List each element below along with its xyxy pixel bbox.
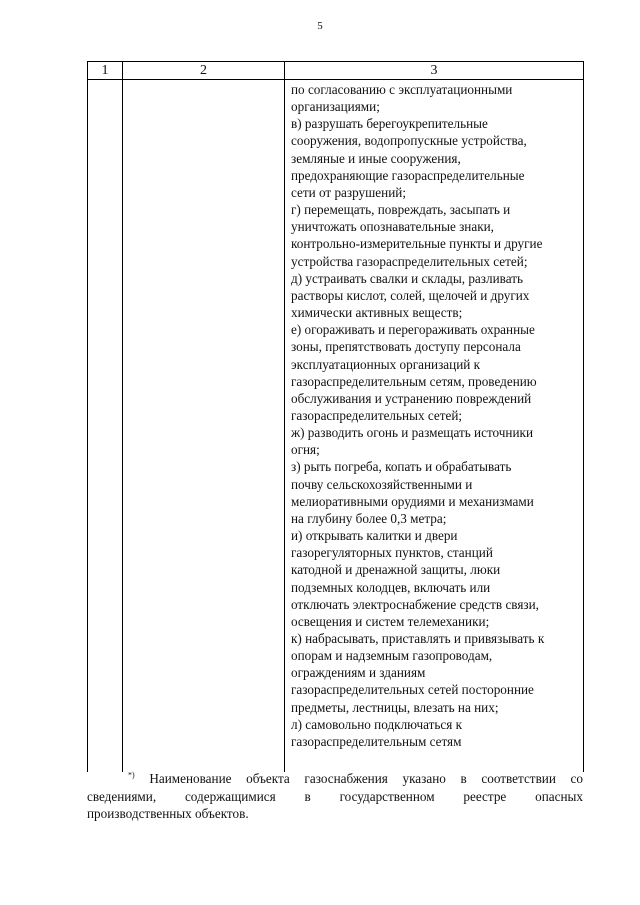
text-line: сооружения, водопропускные устройства,	[291, 133, 527, 149]
cell-column-2	[123, 80, 285, 773]
footnote	[87, 770, 583, 823]
text-line: огня;	[291, 442, 320, 458]
text-line: газораспределительным сетям, проведению	[291, 373, 537, 389]
text-line: организациями;	[291, 99, 380, 115]
cell-column-3	[285, 80, 584, 773]
footnote-marker: *)	[128, 770, 135, 780]
text-line: ж) разводить огонь и размещать источники	[291, 425, 534, 441]
text-line: газораспределительным сетям	[291, 733, 462, 749]
text-line: зоны, препятствовать доступу персонала	[291, 339, 521, 355]
footnote-line-3: производственных объектов.	[87, 806, 249, 821]
text-line: г) перемещать, повреждать, засыпать и	[291, 202, 511, 218]
text-line: обслуживания и устранению повреждений	[291, 390, 532, 406]
text-line: предметы, лестницы, влезать на них;	[291, 699, 499, 715]
column-header-3: 3	[285, 62, 584, 80]
text-line: ограждениям и зданиям	[291, 665, 426, 681]
text-line: сети от разрушений;	[291, 184, 406, 200]
text-line: газораспределительных сетей посторонние	[291, 682, 534, 698]
text-line: газорегуляторных пунктов, станций	[291, 545, 493, 561]
text-line: е) огораживать и перегораживать охранные	[291, 322, 535, 338]
footnote-line-1	[87, 770, 583, 788]
restrictions-text	[285, 80, 583, 750]
page-number: 5	[317, 20, 323, 32]
text-line: освещения и систем телемеханики;	[291, 613, 490, 629]
column-header-2: 2	[123, 62, 285, 80]
text-line: подземных колодцев, включать или	[291, 579, 491, 595]
text-line: в) разрушать берегоукрепительные	[291, 116, 488, 132]
footnote-text-1: Наименование объекта газоснабжения указано в соответствии со	[149, 771, 584, 786]
text-line: уничтожать опознавательные знаки,	[291, 219, 494, 235]
column-header-1: 1	[88, 62, 123, 80]
text-line: л) самовольно подключаться к	[291, 716, 463, 732]
text-line: растворы кислот, солей, щелочей и других	[291, 287, 530, 303]
cell-column-1	[88, 80, 123, 773]
footnote-line-2: сведениями, содержащимися в государственном реестре опасных	[87, 788, 583, 804]
text-line: земляные и иные сооружения,	[291, 150, 461, 166]
text-line: химически активных веществ;	[291, 305, 463, 321]
requirements-table	[87, 61, 584, 772]
text-line: к) набрасывать, приставлять и привязывать к	[291, 631, 545, 646]
text-line: газораспределительных сетей;	[291, 407, 463, 423]
text-line: катодной и дренажной защиты, люки	[291, 562, 501, 578]
table-header-row	[88, 62, 584, 80]
text-line: эксплуатационных организаций к	[291, 356, 481, 372]
text-line: отключать электроснабжение средств связи,	[291, 596, 539, 612]
text-line: д) устраивать свалки и склады, разливать	[291, 270, 523, 286]
table-row	[88, 80, 584, 773]
text-line: контрольно-измерительные пункты и другие	[291, 236, 543, 252]
text-line: почву сельскохозяйственными и	[291, 476, 473, 492]
text-line: и) открывать калитки и двери	[291, 528, 458, 544]
text-line: предохраняющие газораспределительные	[291, 167, 525, 183]
text-line: з) рыть погреба, копать и обрабатывать	[291, 459, 512, 475]
text-line: на глубину более 0,3 метра;	[291, 510, 447, 526]
text-line: опорам и надземным газопроводам,	[291, 648, 493, 664]
text-line: по согласованию с эксплуатационными	[291, 82, 513, 97]
text-line: устройства газораспределительных сетей;	[291, 253, 528, 269]
text-line: мелиоративными орудиями и механизмами	[291, 493, 534, 509]
